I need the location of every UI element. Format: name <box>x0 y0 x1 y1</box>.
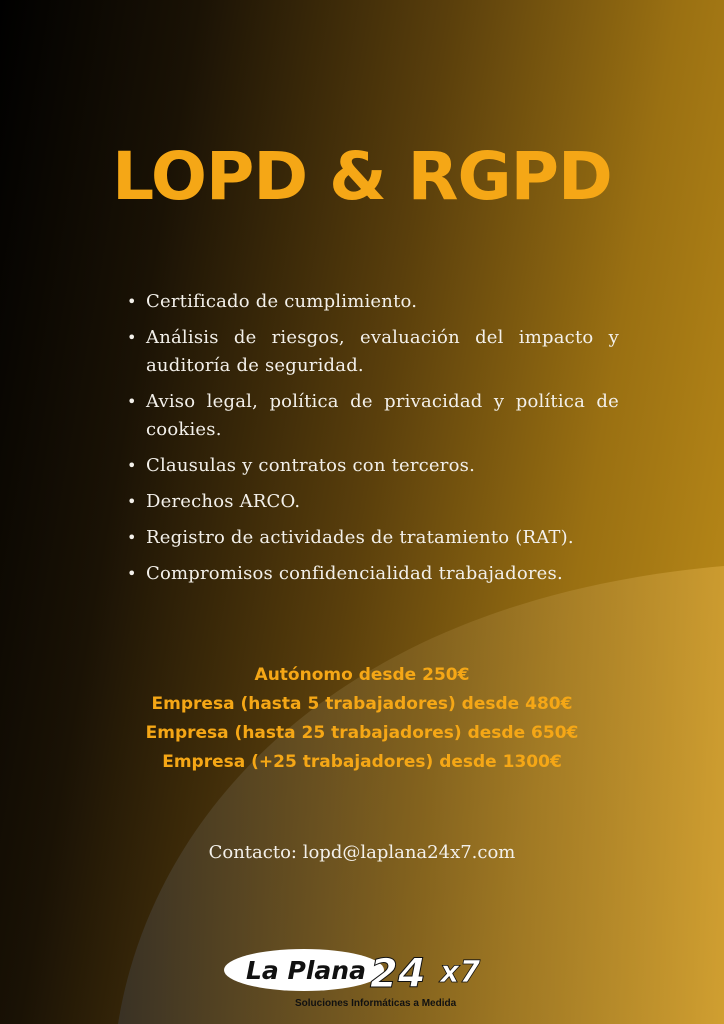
bullet-icon: • <box>127 564 137 583</box>
price-line: Empresa (hasta 25 trabajadores) desde 650€ <box>145 723 579 743</box>
list-item <box>127 524 619 552</box>
page-title: LOPD & RGPD <box>112 138 612 215</box>
service-text: Aviso legal, política de privacidad y política de cookies. <box>146 391 619 440</box>
list-item <box>127 488 619 516</box>
bullet-icon: • <box>127 528 137 547</box>
service-text: Clausulas y contratos con terceros. <box>146 455 475 476</box>
logo-tagline: Soluciones Informáticas a Medida <box>295 998 457 1009</box>
list-item <box>127 288 619 316</box>
logo-name: La Plana <box>246 956 366 985</box>
list-item <box>127 452 619 480</box>
service-text: Registro de actividades de tratamiento (RAT). <box>146 527 574 548</box>
service-text: Análisis de riesgos, evaluación del impacto y auditoría de seguridad. <box>146 327 619 376</box>
price-line: Empresa (hasta 5 trabajadores) desde 480€ <box>151 694 573 714</box>
bullet-icon: • <box>127 456 137 475</box>
service-text: Certificado de cumplimiento. <box>146 291 418 312</box>
price-line: Empresa (+25 trabajadores) desde 1300€ <box>162 752 562 772</box>
bullet-icon: • <box>127 292 137 311</box>
list-item <box>127 388 619 444</box>
logo-number: 24 <box>370 951 426 997</box>
price-line: Autónomo desde 250€ <box>254 665 470 685</box>
list-item <box>127 560 619 588</box>
list-item <box>127 324 619 380</box>
services-list <box>127 288 619 596</box>
bullet-icon: • <box>127 392 137 411</box>
logo-suffix: x7 <box>440 955 481 990</box>
company-logo <box>222 946 498 1012</box>
price-list <box>0 661 724 777</box>
bullet-icon: • <box>127 492 137 511</box>
service-text: Derechos ARCO. <box>146 491 301 512</box>
bullet-icon: • <box>127 328 137 347</box>
contact-line: Contacto: lopd@laplana24x7.com <box>208 842 516 863</box>
service-text: Compromisos confidencialidad trabajadores. <box>146 563 563 584</box>
